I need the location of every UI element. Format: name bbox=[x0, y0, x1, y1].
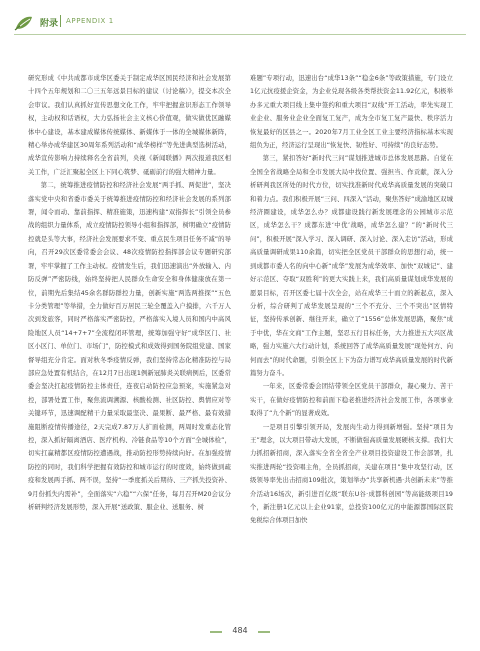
paragraph: 难题”专项行动，迅速出台“成华13条”“稳金6条”等政策措施，专门设立1亿元抗疫援企资金，为企业兑现各级各类帮扶资金11.92亿元，积极举办多元重大项目线上集中签约和重大项目“双线”开工活动，率先实现工业企业、服务业企业全面复工复产，成为全市复工复产最快、秩序活力恢复最好的区县之一。2020年7月工业全区工业主要经济指标基本实现组负为正，经济运行呈现出“恢复快、韧性好、可持续”的良好态势。 bbox=[250, 75, 453, 150]
header-rule bbox=[14, 34, 466, 35]
page-header bbox=[0, 0, 480, 40]
paragraph: 一年来，区委常委会团结带领全区党员干部群众，凝心聚力、苦干实干，在做好疫情防控和前面下稳老推进经济社会发展工作，各项事业取得了“九个新”的显著成效。 bbox=[250, 383, 453, 418]
header-separator bbox=[60, 15, 61, 27]
header-title: 附录 bbox=[40, 19, 59, 29]
leaf-logo-icon bbox=[14, 14, 34, 32]
page-number: 484 bbox=[232, 626, 248, 635]
paragraph: 一是项目引擎引领开局，发展肉生动力得到新增强。坚持“项目为王”理念，以大项目带动大发展，不断做强高质量发展硬核支撑。我们大力抓招新招商，深入落实全省全省全产业项目投资建设工作会部署，扎实推进两轮“投资唱主角，全员抓招商，关建在项目”集中攻坚行动，区级领导率先出击招商109批次，策划举办“共享新机遇·共创新未来”等推介活动16场次，新引进百亿级“联东U谷·成都科创园”等高能级项目19个，新注册1亿元以上企业91家，总投资100亿元的中能源都国际区院免税综合体项目加快 bbox=[250, 423, 453, 525]
right-text-column bbox=[250, 72, 453, 607]
page-footer bbox=[0, 626, 480, 638]
left-text-column bbox=[28, 72, 231, 607]
paragraph: 第二，统筹推进疫情防控和经济社会发展“两手抓、两促进”，坚决落实党中央和省委市委关于统筹推进疫情防控和经济社会发展的系列部署，闻令而动、靠前指挥、精准施策，迅速构建“双指挥长”引领全员参战的组织力量体系，成立疫情防控领导小组和指挥部，树明确立“疫情防控就是头等大事，经济社会发展要求不变、重点民生项目任务不减”的导向，召开29次区委常委会会议、48次疫情防控指挥部会议专题研究部署，牢牢掌握了工作主动权。疫情发生后，我们迅速演出“外放输入、内防反弹”严密防线，始终坚持把人民群众生命安全和身体健康放在第一位，前期先后集结45余名群防群控力量，创新实施“两选两推探”“五色卡分类管理”等举措，全力做好百万居民三轮全覆盖入户摸排，六千万人次到发旅客，同时严格落实严密防控，严格落实入境人员和国内中高风险地区人员“14+7+7”全流程闭环管理，统筹加强守好“成华区门、社区小区门、单位门、市场门”，防控模式和成效得到国务院组党建、国家督导组充分肯定。面对秋冬季疫情反弹，我们坚持常态化精准防控与局部应急处置有机结合，在12月7日出现1例新冠肺炎关联病例后，区委常委会坚决扛起疫情防控主体责任，连夜启动防控应急预案，实施紧急对控，部署处置工作，聚焦流调溯源、核酸检测、社区防控、舆情应对等关键环节，迅速调配精干力量采取最坚决、最果断、最严格、最有效措施阻断疫情传播途径，2天完成7.87万人扩面检测，两周时发重态化管控，深入抓好隔离酒店、医疗机构、冷链食品等10个方面“全城体检”，切实扛赢精都区疫情防控遭遇战，推动防控形势持续向好。在加强疫情防控的同时，我们科学把握有效防控和城市运行的时度效，始终做到疏疫和发展两手抓、两不误，坚持“一季度抓关后期待、三产抓失投资补、9月份抓失内需补”，全面落实“六稳”“六保”任务，每月召开M20会议分析研判经济发展形势，深入开展“送政策、服企业、送服务、树 bbox=[28, 182, 231, 511]
paragraph: 第三，紧扣答好“新时代三问”谋划推进城市总体发展思路。自觉在全国全省战略全局和全市发展大局中找位置、强担当、作贡献，深入分析研判我区所处的时代方位，切实找准新时代成华高质量发展的突破口和着力点。我们积极开展“三问、四深入”活动，聚焦答好“成渝地区双城经济圈建设，成华怎么办？成都建设践行新发展理念的公园城市示范区，成华怎么干？成都东进‘中优’战略，成华怎么建？”的“新时代三问”，积极开展“深入学习、深入调研、深入讨论、深入走访”活动，形成高质量调研成果110余篇，切实把全区党员干部群众的思想行动，统一到成都市委人名的向中心新“成华”发展为成华效率、加快“双城记”、建好示范区、夺取“双胜利”的更大实践上来，我们高质量谋划成华发展的愿景目标，召开区委七届十次全会，站在成华三十而立的新起点，深入分析，综合研判了成华发展呈现的“三个不充分、三个不突出”区情特征，坚持传承创新、继往开来，确立了“1556”总体发展思路，聚焦“成于中优，华在文商”工作主题，坚忍五行目标任务，大力推进五大兴区战略，强力实施六大行动计划，系统回答了成华高质量发展“现处何方、向何而去”的时代命题，引领全区上下为奋力谱写成华高质量发展的时代新篇努力奋斗。 bbox=[250, 155, 453, 377]
footer-ornament-right bbox=[258, 631, 270, 633]
paragraph: 研究形成《中共成都市成华区委关于制定成华区国民经济和社会发展第十四个五年规划和二〇三五年远景目标的建议（讨论稿）》，提交本次全会审议。我们认真抓好宣传思想文化工作，牢牢把握意识形态工作领导权，主动权和话语权，大力弘扬社会主义核心价值观，做实做优区融媒体中心建设，基本建成媒体传统媒体、新媒体于一体的全城媒体新阵，精心举办成华建区30周年系列活动和“成华榜样”等先进典型选树活动，成华宣传影响力持续释名全省前列，央视《新闻联播》两次报道我区相关工作，广泛汇聚起全区上下同心筑梦、砥砺前行的强大精神力量。 bbox=[28, 75, 231, 176]
header-subtitle: APPENDIX 1 bbox=[66, 17, 114, 25]
